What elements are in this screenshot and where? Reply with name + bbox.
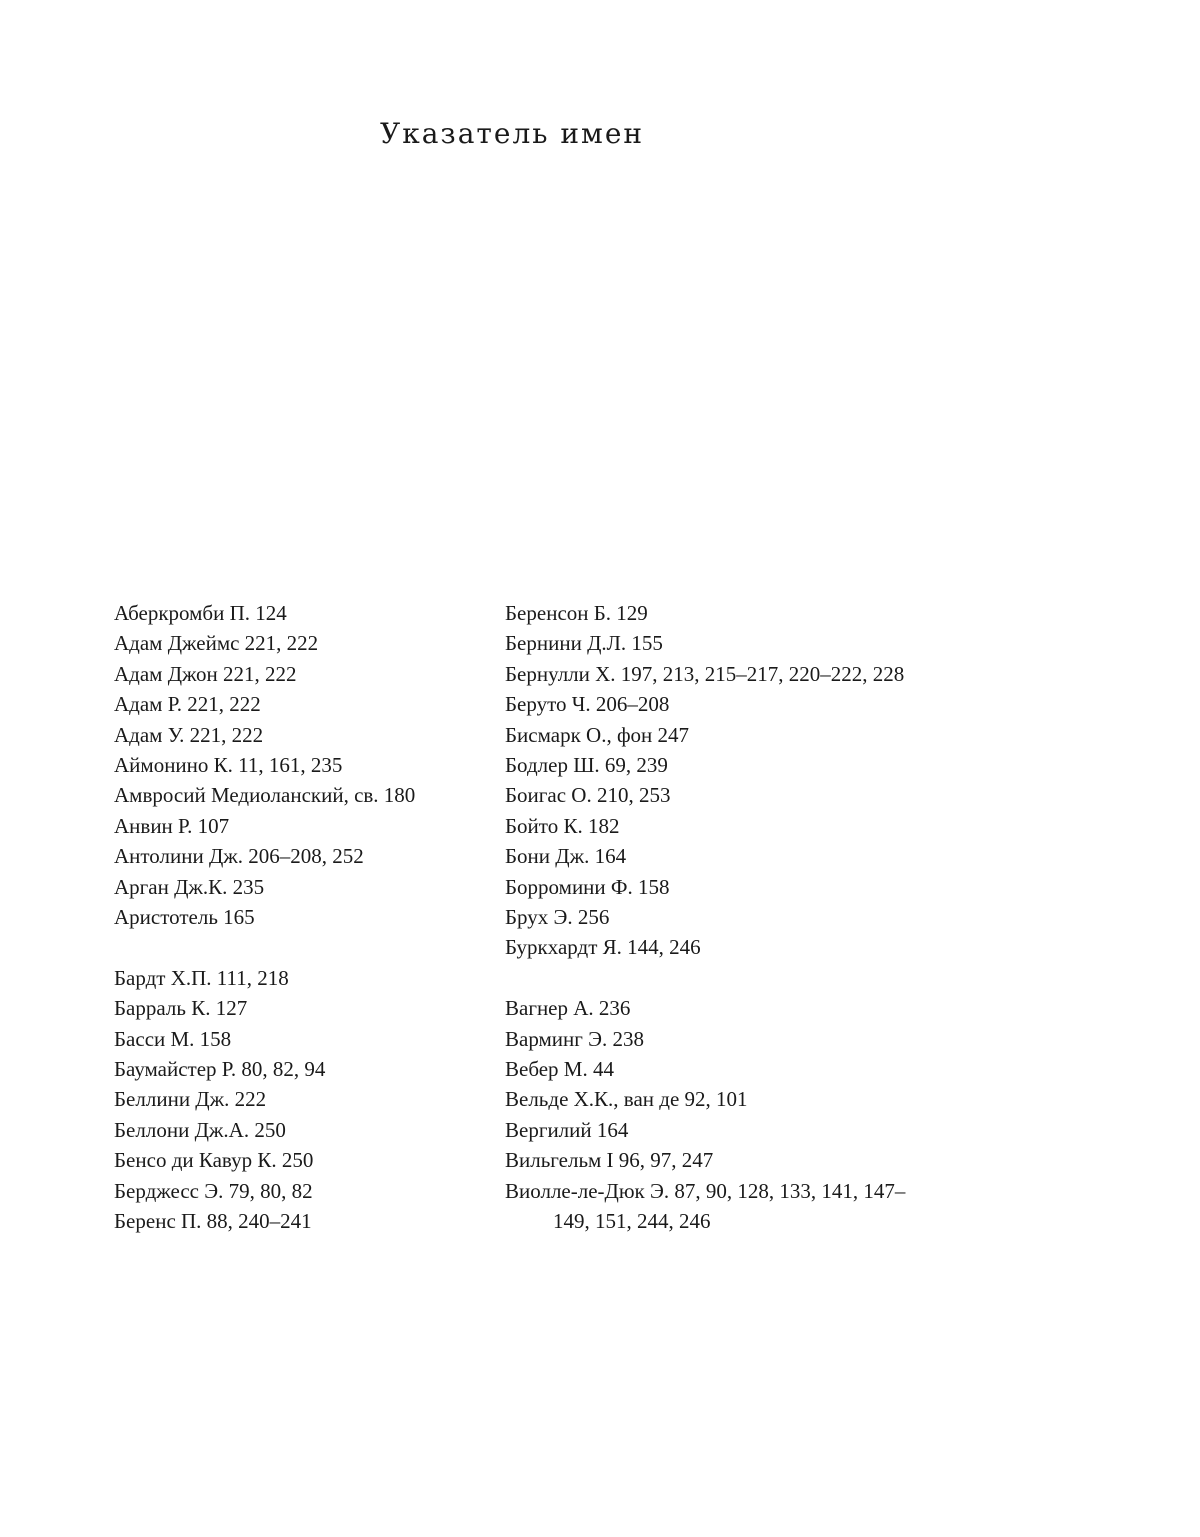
index-entry: Баумайстер Р. 80, 82, 94 (114, 1057, 326, 1082)
index-entry: Беренсон Б. 129 (505, 601, 648, 625)
index-entry: Бойто К. 182 (505, 813, 620, 838)
index-entry: Вагнер А. 236 (505, 996, 631, 1021)
index-entry: Адам Джон 221, 222 (114, 661, 297, 686)
index-entry: Бернулли Х. 197, 213, 215–217, 220–222, 228 (505, 661, 905, 686)
index-entry: Вергилий 164 (505, 1117, 629, 1142)
index-entry: Аймонино К. 11, 161, 235 (114, 753, 343, 778)
index-entry: Адам Джеймс 221, 222 (114, 631, 319, 656)
index-entry: Буркхардт Я. 144, 246 (505, 935, 701, 960)
index-entry: Вильгельм I 96, 97, 247 (505, 1148, 714, 1173)
index-entry: Бардт Х.П. 111, 218 (114, 965, 289, 990)
index-entry: Вебер М. 44 (505, 1057, 614, 1082)
index-entry: Виолле-ле-Дюк Э. 87, 90, 128, 133, 141, 147–149, 151, 244, 246 (505, 1178, 906, 1234)
index-entry: Бенсо ди Кавур К. 250 (114, 1148, 314, 1173)
index-entry: Аберкромби П. 124 (114, 601, 287, 625)
index-entry: Боигас О. 210, 253 (505, 783, 671, 808)
index-entry: Беллини Дж. 222 (114, 1087, 267, 1112)
index-entry: Басси М. 158 (114, 1026, 232, 1051)
index-entry: Бисмарк О., фон 247 (505, 722, 690, 747)
index-entry: Бони Дж. 164 (505, 844, 627, 869)
index-entry: Бернини Д.Л. 155 (505, 631, 663, 656)
index-entry: Борромини Ф. 158 (505, 874, 670, 899)
index-entry: Берджесс Э. 79, 80, 82 (114, 1178, 313, 1203)
page-title: Указатель имен (380, 117, 645, 150)
index-entry: Беруто Ч. 206–208 (505, 692, 670, 717)
index-entry: Адам Р. 221, 222 (114, 692, 261, 717)
index-entry: Амвросий Медиоланский, св. 180 (114, 783, 416, 808)
index-column-left (114, 598, 484, 1237)
index-entry: Брух Э. 256 (505, 905, 610, 930)
index-entry: Адам У. 221, 222 (114, 722, 264, 747)
index-entry: Аристотель 165 (114, 905, 255, 930)
index-entry: Варминг Э. 238 (505, 1026, 645, 1051)
index-entry: Беренс П. 88, 240–241 (114, 1209, 312, 1234)
index-column-right (505, 598, 935, 1237)
index-entry: Барраль К. 127 (114, 996, 248, 1021)
index-entry: Арган Дж.К. 235 (114, 874, 265, 899)
index-entry: Вельде Х.К., ван де 92, 101 (505, 1087, 748, 1112)
index-entry: Анвин Р. 107 (114, 813, 230, 838)
index-entry: Беллони Дж.А. 250 (114, 1117, 286, 1142)
index-entry: Антолини Дж. 206–208, 252 (114, 844, 364, 869)
index-entry: Бодлер Ш. 69, 239 (505, 753, 668, 778)
